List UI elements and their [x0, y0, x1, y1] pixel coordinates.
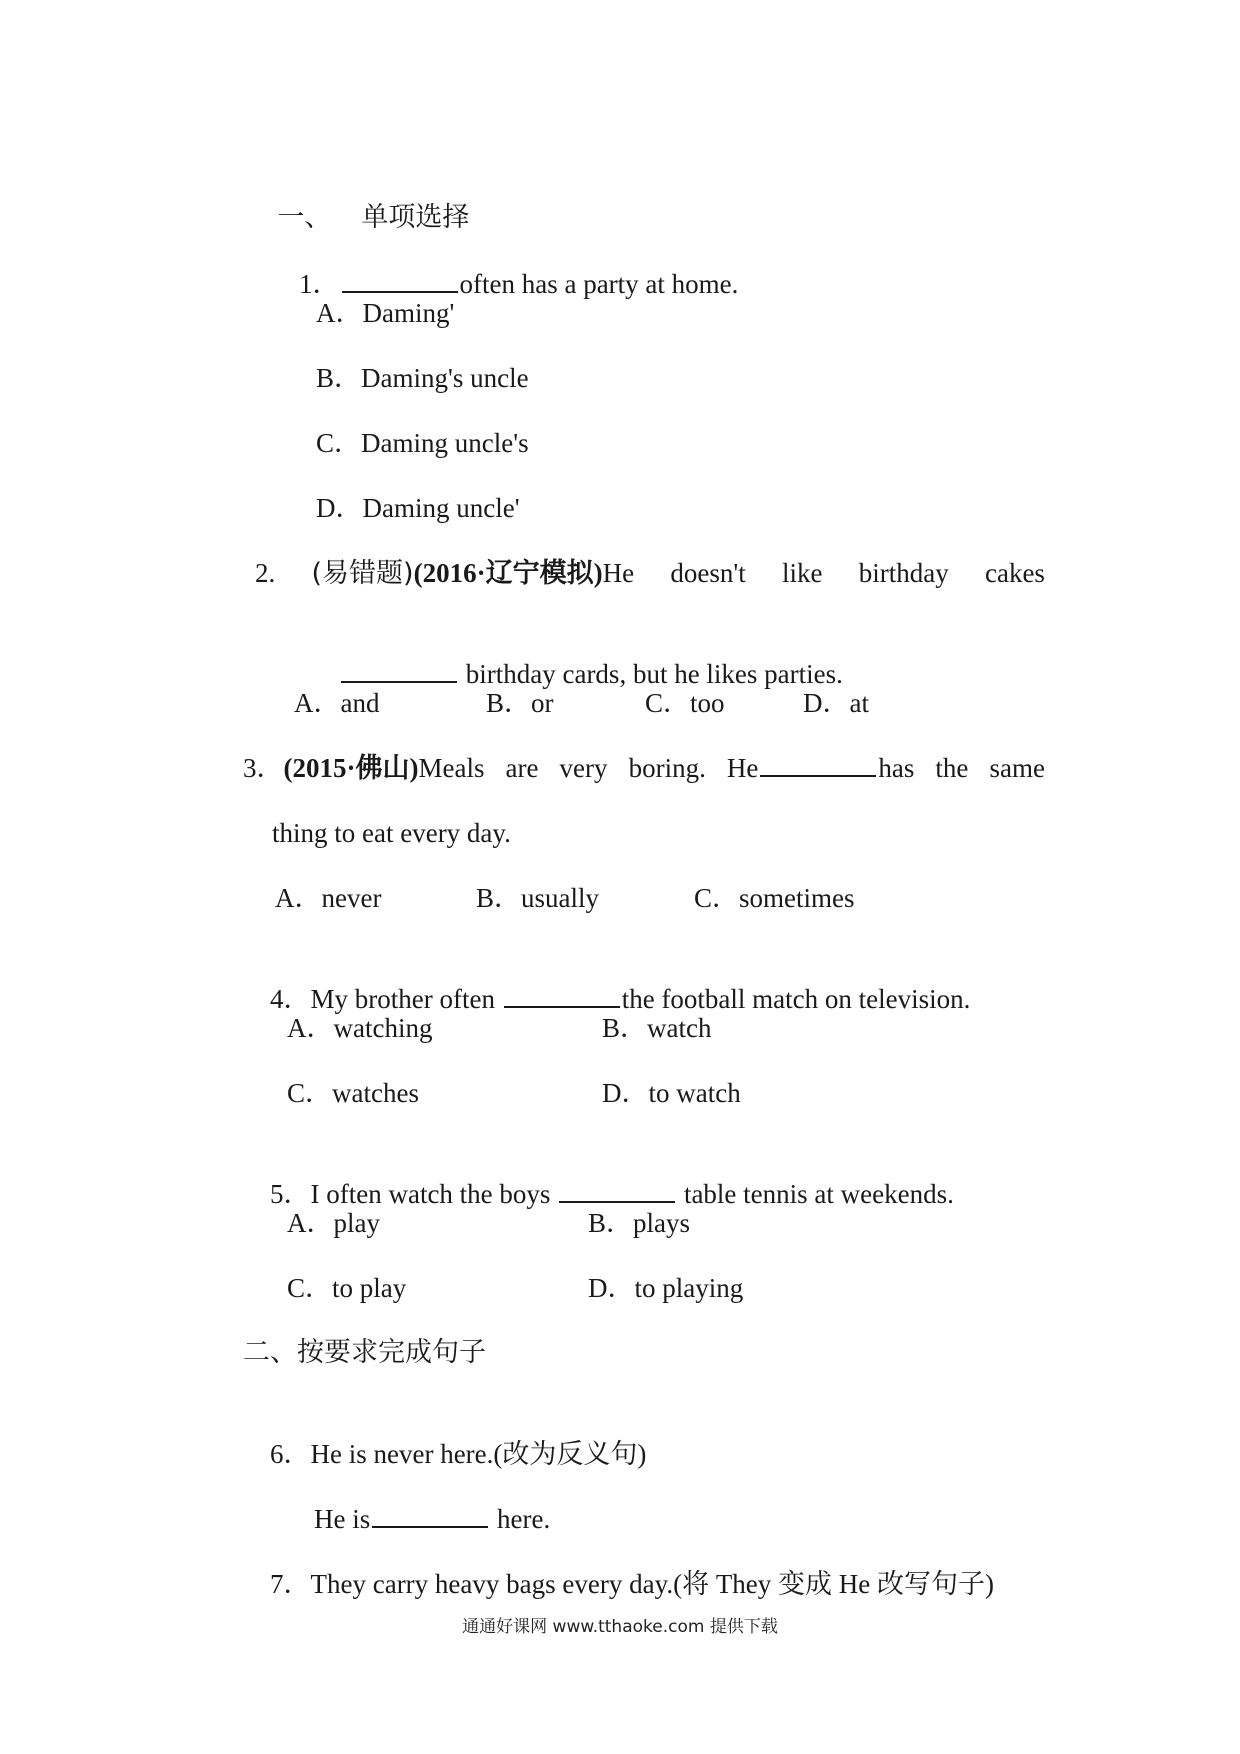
question-4-number: 4．	[270, 984, 311, 1014]
question-3-number: 3．	[243, 753, 284, 783]
q1-option-a: A．Daming'	[316, 298, 455, 328]
question-3-word-5: He	[726, 753, 759, 783]
q2-option-c: C．too	[645, 688, 725, 718]
answer-blank	[559, 1177, 675, 1203]
question-1-number: 1．	[299, 269, 340, 299]
question-2-line-1	[255, 555, 1045, 592]
question-4-pre: My brother often	[310, 984, 495, 1014]
question-2-number: 2.	[255, 558, 276, 588]
question-3-word-3: very	[559, 753, 608, 783]
q5-option-c: C．to play	[287, 1273, 407, 1303]
question-7-text: They carry heavy bags every day.(将 They 变成 He 改写句子)	[310, 1569, 995, 1599]
question-2-labels	[312, 555, 635, 592]
section1-title: 单项选择	[361, 202, 470, 233]
question-3-line-2: thing to eat every day.	[272, 818, 511, 848]
q5-option-d: D．to playing	[588, 1273, 744, 1303]
footer-credit: 通通好课网 www.tthaoke.com 提供下载	[462, 1617, 778, 1637]
question-3-word-7: the	[935, 753, 969, 783]
answer-blank	[372, 1502, 488, 1528]
question-3-word-6: has	[878, 753, 915, 783]
question-2-tag: (易错题)	[311, 558, 414, 589]
question-2-word-4: birthday	[858, 558, 949, 588]
q1-option-c: C．Daming uncle's	[316, 428, 529, 458]
answer-blank	[342, 267, 458, 293]
question-3-word-8: same	[989, 753, 1045, 783]
q3-option-b: B．usually	[476, 883, 600, 913]
question-2-line-2-text: birthday cards, but he likes parties.	[465, 659, 843, 689]
question-7-number: 7．	[270, 1569, 311, 1599]
q1-option-d: D．Daming uncle'	[316, 493, 520, 523]
q3-option-a: A．never	[275, 883, 382, 913]
question-6-number: 6．	[270, 1439, 311, 1469]
question-2-word-5: cakes	[984, 558, 1045, 588]
q4-option-c: C．watches	[287, 1078, 419, 1108]
question-2-word-1: He	[602, 558, 635, 588]
question-3-blank-group	[727, 750, 914, 786]
question-3-lead	[243, 750, 484, 786]
question-6-post: here.	[497, 1504, 551, 1534]
q4-option-a: A．watching	[287, 1013, 433, 1043]
question-6-pre: He is	[314, 1504, 371, 1534]
answer-blank	[760, 751, 876, 777]
q2-option-b: B．or	[486, 688, 554, 718]
question-3-line-1	[243, 750, 1045, 786]
q3-option-c: C．sometimes	[694, 883, 855, 913]
question-1-text: often has a party at home.	[459, 269, 739, 299]
question-2-source: (2016·辽宁模拟)	[413, 558, 603, 588]
q5-option-a: A．play	[287, 1208, 380, 1238]
q1-option-b: B．Daming's uncle	[316, 363, 529, 393]
q2-option-a: A．and	[294, 688, 380, 718]
question-2-word-2: doesn't	[670, 558, 746, 588]
question-2-line-2	[312, 620, 843, 728]
question-2-word-3: like	[781, 558, 823, 588]
question-6-text: He is never here.(改为反义句)	[310, 1439, 647, 1469]
q4-option-b: B．watch	[602, 1013, 712, 1043]
q2-option-d: D．at	[803, 688, 869, 718]
q5-option-b: B．plays	[588, 1208, 691, 1238]
section1-number: 一、	[277, 202, 332, 233]
question-4-post: the football match on television.	[621, 984, 971, 1014]
question-5-number: 5．	[270, 1179, 311, 1209]
answer-blank	[504, 982, 620, 1008]
question-5-post: table tennis at weekends.	[683, 1179, 954, 1209]
question-5-pre: I often watch the boys	[310, 1179, 551, 1209]
q4-option-d: D．to watch	[602, 1078, 741, 1108]
question-3-source: (2015·佛山)	[283, 753, 419, 783]
question-3-word-1: Meals	[418, 753, 485, 783]
section2-heading: 二、按要求完成句子	[243, 1337, 486, 1368]
question-3-word-4: boring.	[628, 753, 706, 783]
answer-blank	[341, 657, 457, 683]
question-3-word-2: are	[505, 753, 539, 783]
